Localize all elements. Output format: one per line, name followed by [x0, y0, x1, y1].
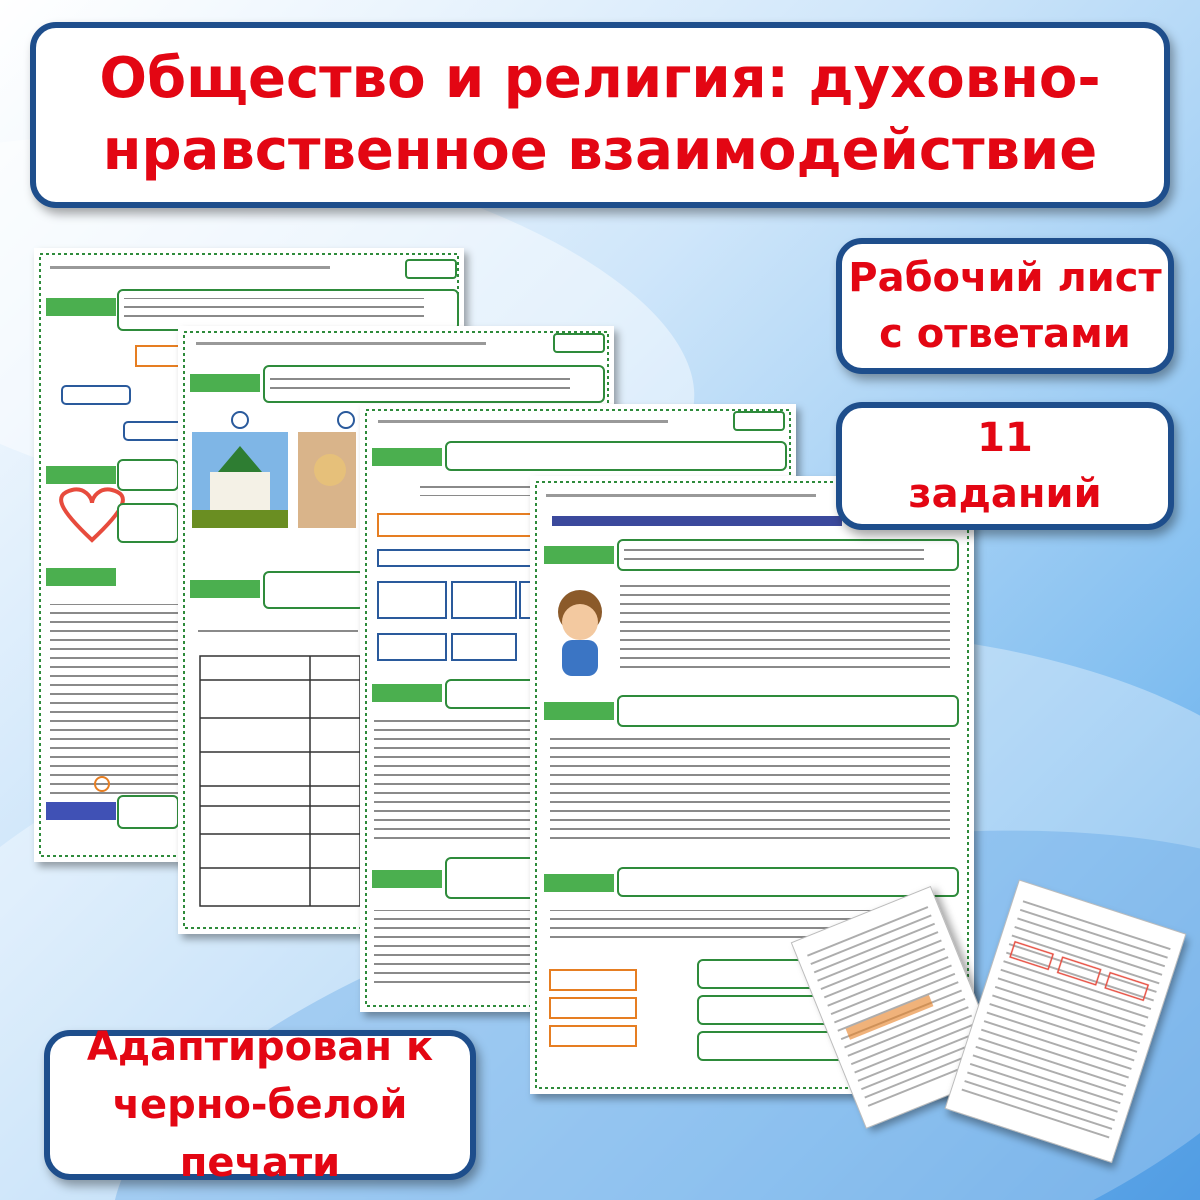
worksheet-badge: [836, 238, 1174, 374]
tasks-count: 11: [977, 415, 1033, 461]
tasks-label: заданий: [908, 471, 1102, 517]
badge-line: черно-белой печати: [112, 1082, 408, 1186]
title-line: Общество и религия: духовно-: [99, 46, 1101, 111]
title-banner: [30, 22, 1170, 208]
title-line: нравственное взаимодействие: [102, 118, 1098, 183]
badge-line: Адаптирован к: [86, 1024, 434, 1070]
badge-line: Рабочий лист: [848, 255, 1162, 301]
print-badge: [44, 1024, 476, 1186]
badge-line: с ответами: [879, 311, 1131, 357]
tasks-count-badge: [836, 402, 1174, 530]
answer-key-sheet: [945, 880, 1186, 1162]
